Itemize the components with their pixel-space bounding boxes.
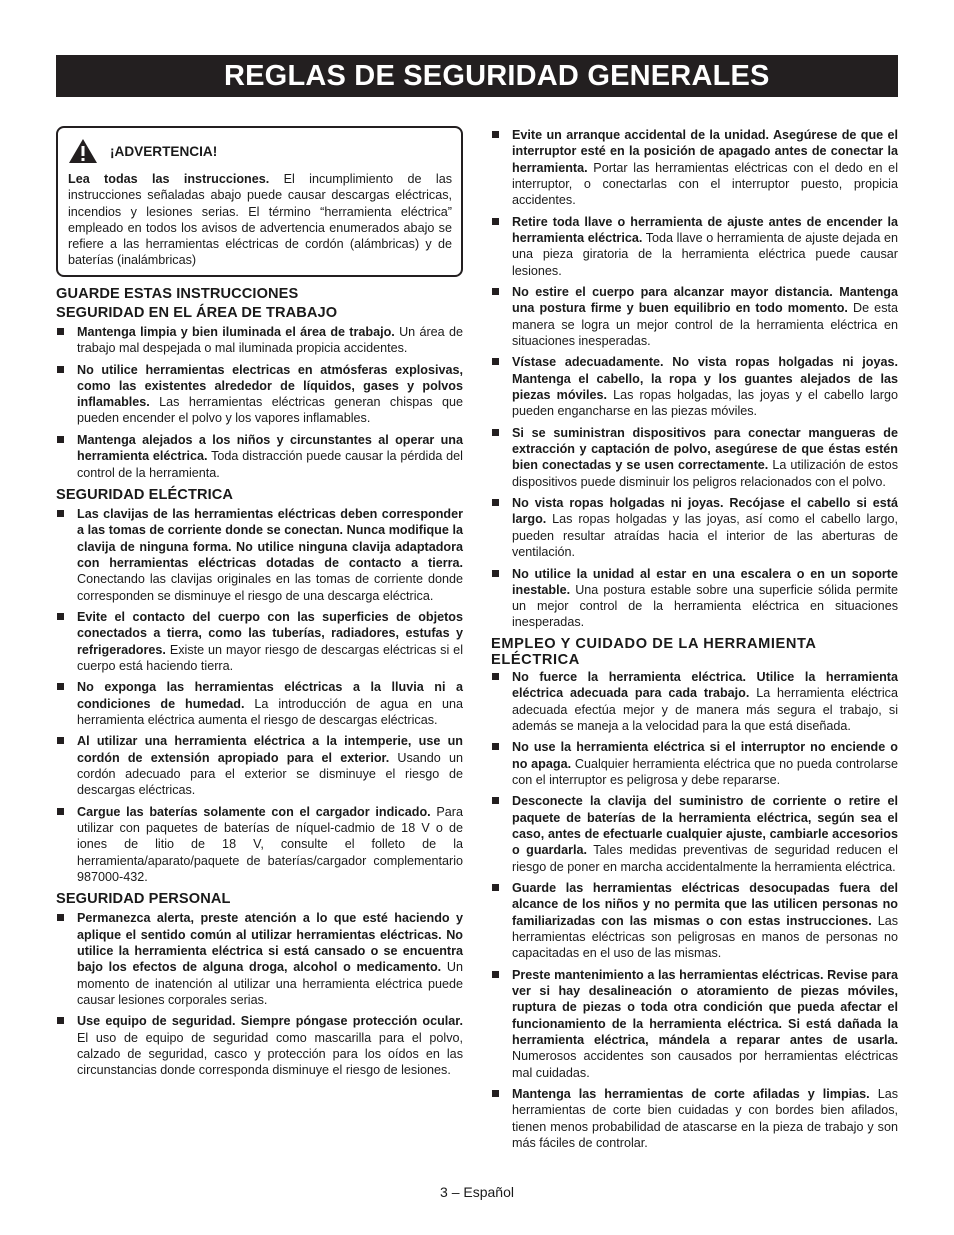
warning-text: Lea todas las instrucciones. El incumplimiento de las instrucciones señaladas abajo puede causar descargas eléctricas, incendios y lesiones serias. El término “herramienta eléctrica” empleado en todos los avisos de advertencia enumerados abajo se refiere a las herramientas eléctricas de cordón (alámbricas) y de baterías (inalámbricas) — [68, 172, 452, 268]
heading-save-instructions: GUARDE ESTAS INSTRUCCIONES — [56, 285, 299, 302]
list-personal — [56, 910, 463, 1078]
list-item: Las clavijas de las herramientas eléctricas deben corresponder a las tomas de corriente donde se conectan. Nunca modifique la clavija de ninguna forma. No utilice ninguna clavija adaptadora con herramientas eléctricas dotadas de contacto a tierra. Conectando las clavijas originales en las tomas de corriente donde corresponden se disminuye el riesgo de una descarga eléctrica. — [56, 506, 463, 604]
list-electrical — [56, 506, 463, 885]
list-item: No fuerce la herramienta eléctrica. Utilice la herramienta eléctrica adecuada para cada trabajo. La herramienta eléctrica adecuada efectúa mejor y de manera más segura el trabajo, si además se maneja a la velocidad para la que está diseñada. — [491, 669, 898, 734]
list-item: No vista ropas holgadas ni joyas. Recójase el cabello si está largo. Las ropas holgadas y las joyas, así como el cabello largo, pueden resultar atraídas hacia el interior de las aberturas de ventilación. — [491, 495, 898, 560]
page-footer: 3 – Español — [440, 1184, 514, 1200]
page-title-banner — [56, 55, 898, 97]
list-item: Mantenga limpia y bien iluminada el área de trabajo. Un área de trabajo mal despejada o mal iluminada propicia accidentes. — [56, 324, 463, 357]
list-use-care — [491, 669, 898, 1151]
left-column — [56, 126, 463, 1084]
list-item: Mantenga alejados a los niños y circunstantes al operar una herramienta eléctrica. Toda distracción puede causar la pérdida del control de la herramienta. — [56, 432, 463, 481]
heading-personal: SEGURIDAD PERSONAL — [56, 891, 231, 908]
list-item: Preste mantenimiento a las herramientas eléctricas. Revise para ver si hay desalineación o atoramiento de piezas móviles, ruptura de piezas o toda otra condición que pueda afectar el funcionamiento de la herramienta eléctrica. Si está dañada la herramienta eléctrica, mándela a reparar antes de usarla. Numerosos accidentes son causados por herramientas eléctricas mal cuidadas. — [491, 967, 898, 1081]
list-item: Retire toda llave o herramienta de ajuste antes de encender la herramienta eléctrica. Toda llave o herramienta de ajuste dejada en una pieza giratoria de la herramienta eléctrica puede causar lesiones. — [491, 214, 898, 279]
list-item: Al utilizar una herramienta eléctrica a la intemperie, use un cordón de extensión apropiado para el exterior. Usando un cordón adecuado para el exterior se disminuye el riesgo de descargas eléctricas. — [56, 733, 463, 798]
list-item: Evite un arranque accidental de la unidad. Asegúrese de que el interruptor esté en la posición de apagado antes de conectar la herramienta. Portar las herramientas eléctricas con el dedo en el interruptor, o conectarlas con el interruptor puesto, propicia accidentes. — [491, 127, 898, 208]
heading-work-area: SEGURIDAD EN EL ÁREA DE TRABAJO — [56, 304, 338, 321]
right-column — [491, 126, 898, 1156]
list-item: No exponga las herramientas eléctricas a la lluvia ni a condiciones de humedad. La introducción de agua en una herramienta eléctrica aumenta el riesgo de descargas eléctricas. — [56, 679, 463, 728]
list-item: Cargue las baterías solamente con el cargador indicado. Para utilizar con paquetes de baterías de níquel-cadmio de 18 V o de iones de litio de 18 V, consulte el folleto de la herramienta/aparato/paquete de baterías/cargador complementario 987000-432. — [56, 804, 463, 885]
list-item: Desconecte la clavija del suministro de corriente o retire el paquete de baterías de la herramienta eléctrica, según sea el caso, antes de efectuarle cualquier ajuste, cambiarle accesorios o guardarla. Tales medidas preventivas de seguridad reducen el riesgo de poner en marcha accidentalmente la herramienta eléctrica. — [491, 793, 898, 874]
list-item: No use la herramienta eléctrica si el interruptor no enciende o no apaga. Cualquier herramienta eléctrica que no pueda controlarse con el interruptor es peligrosa y debe repararse. — [491, 739, 898, 788]
list-work-area — [56, 324, 463, 481]
list-item: Guarde las herramientas eléctricas desocupadas fuera del alcance de los niños y no permita que las utilicen personas no familiarizadas con las mismas o con estas instrucciones. Las herramientas eléctricas son peligrosas en manos de personas no capacitadas en el uso de las mismas. — [491, 880, 898, 961]
warning-box — [56, 126, 463, 277]
list-item: Mantenga las herramientas de corte afiladas y limpias. Las herramientas de corte bien cuidadas y con bordes bien afilados, tienen menos probabilidad de atascarse en la pieza de trabajo y son más fáciles de controlar. — [491, 1086, 898, 1151]
list-item: No utilice la unidad al estar en una escalera o en un soporte inestable. Una postura estable sobre una superficie sólida permite un mejor control de la herramienta eléctrica en situaciones inesperadas. — [491, 566, 898, 631]
list-item: No estire el cuerpo para alcanzar mayor distancia. Mantenga una postura firme y buen equilibrio en todo momento. De esta manera se logra un mejor control de la herramienta eléctrica en situaciones inesperadas. — [491, 284, 898, 349]
list-item: Use equipo de seguridad. Siempre póngase protección ocular. El uso de equipo de seguridad como mascarilla para el polvo, calzado de seguridad, casco y protección para los oídos en las circunstancias donde corresponda disminuye el riesgo de lesiones. — [56, 1013, 463, 1078]
page-title: REGLAS DE SEGURIDAD GENERALES — [224, 59, 770, 92]
list-personal-continued — [491, 127, 898, 631]
warning-triangle-icon — [68, 138, 98, 164]
list-item: No utilice herramientas electricas en atmósferas explosivas, como las existentes alrededor de líquidos, gases y polvos inflamables. Las herramientas eléctricas generan chispas que pueden encender el polvo y los vapores inflamables. — [56, 362, 463, 427]
warning-title: ¡ADVERTENCIA! — [110, 143, 218, 159]
list-item: Permanezca alerta, preste atención a lo que esté haciendo y aplique el sentido común al utilizar herramientas eléctricas. No utilice la herramienta eléctrica si está cansado o se encuentra bajo los efectos de alguna droga, alcohol o medicamento. Un momento de inatención al utilizar una herramienta eléctrica puede causar lesiones corporales serias. — [56, 910, 463, 1008]
list-item: Si se suministran dispositivos para conectar mangueras de extracción y captación de polvo, asegúrese de que éstas estén bien conectadas y se usen correctamente. La utilización de estos dispositivos puede disminuir los peligros relacionados con el polvo. — [491, 425, 898, 490]
list-item: Evite el contacto del cuerpo con las superficies de objetos conectados a tierra, como las tuberías, radiadores, estufas y refrigeradores. Existe un mayor riesgo de descargas eléctricas si el cuerpo está haciendo tierra. — [56, 609, 463, 674]
heading-electrical: SEGURIDAD ELÉCTRICA — [56, 487, 234, 504]
heading-use-care: EMPLEO Y CUIDADO DE LA HERRAMIENTA ELÉCTRICA — [491, 635, 816, 668]
list-item: Vístase adecuadamente. No vista ropas holgadas ni joyas. Mantenga el cabello, la ropa y los guantes alejados de las piezas móviles. Las ropas holgadas, las joyas y el cabello largo pueden engancharse en las piezas móviles. — [491, 354, 898, 419]
